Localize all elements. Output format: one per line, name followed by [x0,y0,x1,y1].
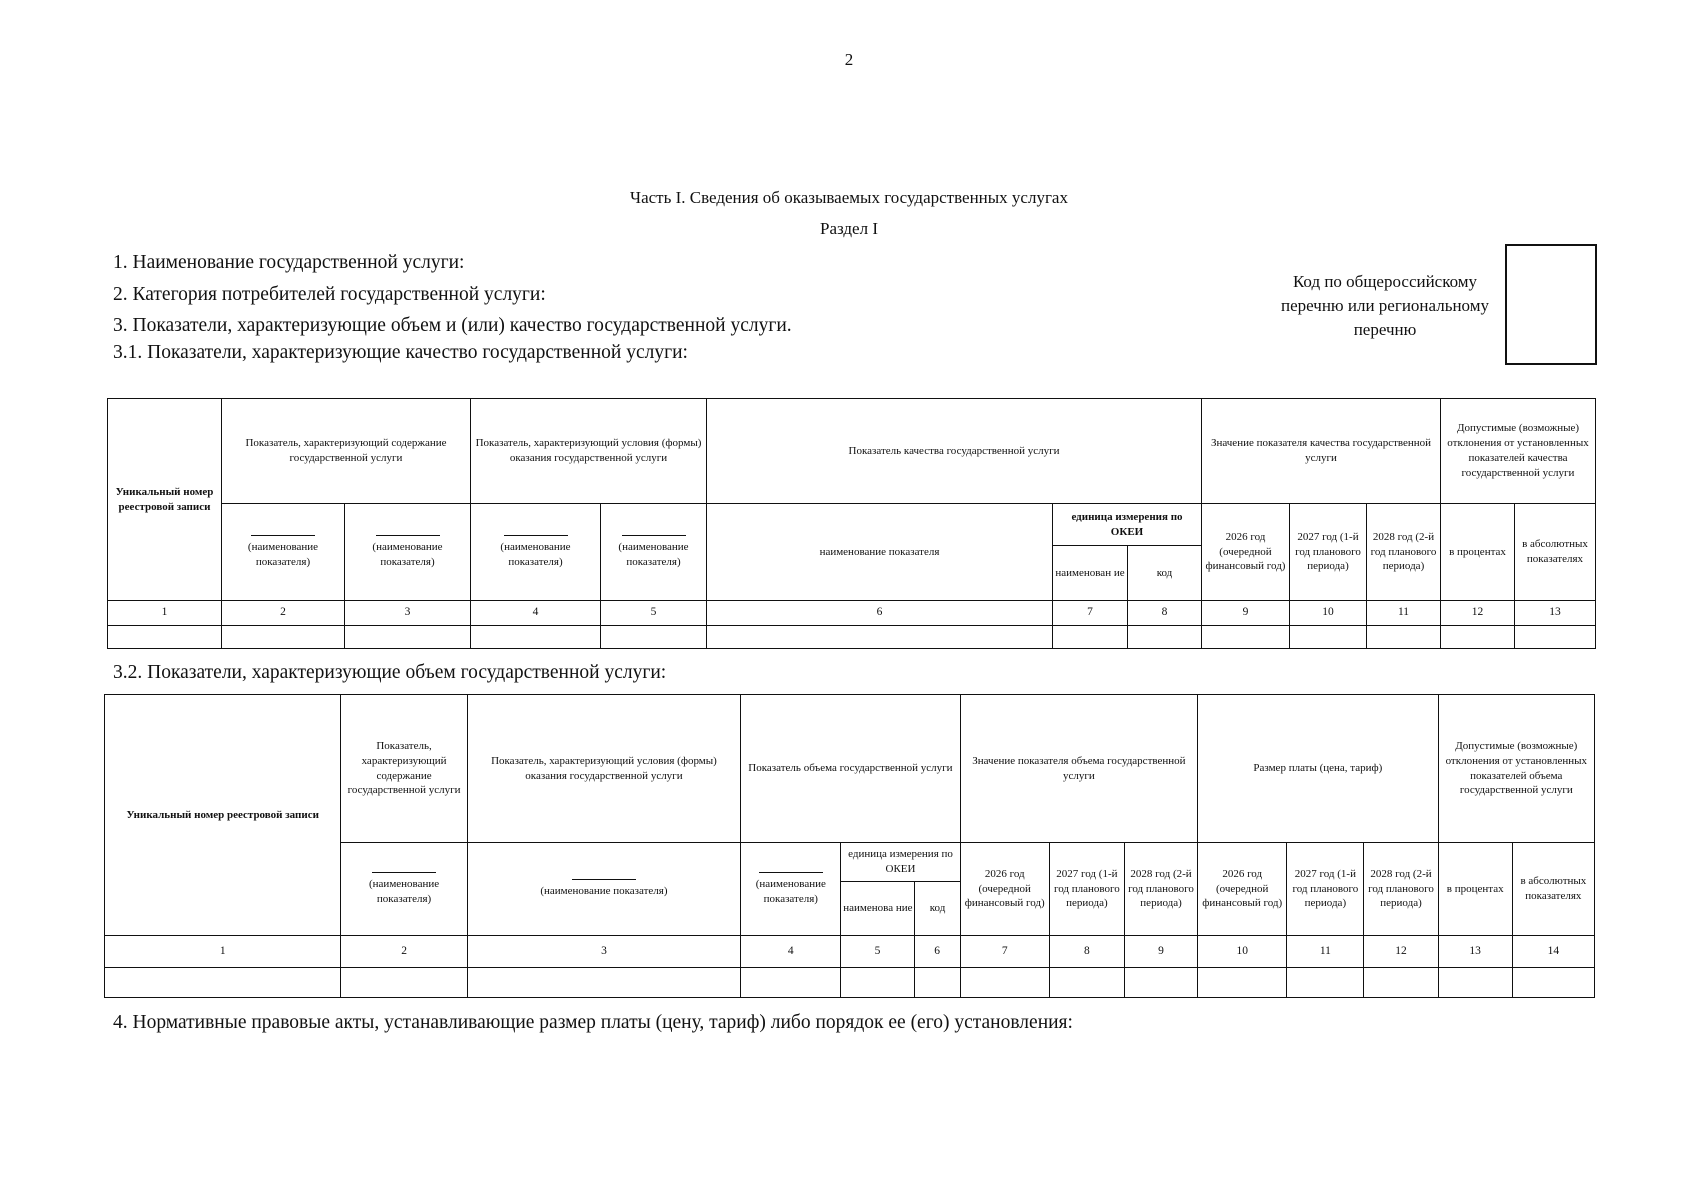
column-number: 8 [1128,601,1202,626]
indicator-name-label: (наименование показателя) [372,540,443,568]
volume-indicator-name [741,843,841,936]
page-number: 2 [844,50,854,69]
unit-code-header: код [929,902,946,915]
indicator-name-label: (наименование показателя) [247,540,319,568]
value-year-2027-header: 2027 год (1-й год планового периода) [1049,843,1124,936]
service-name-line: 1. Наименование государственной услуги: [113,252,465,273]
registry-code-label: Код по общероссийскому перечню или региональному перечню [1281,272,1489,339]
volume-value-header: Значение показателя объема государственной услуги [960,695,1197,843]
column-number: 4 [471,601,601,626]
column-number: 13 [1515,601,1596,626]
column-number: 1 [108,601,222,626]
column-numbers-row [108,601,1596,626]
section-title: Раздел I [820,219,878,238]
column-number: 5 [841,936,914,968]
deviation-header: Допустимые (возможные) отклонения от установленных показателей качества государственной услуги [1441,399,1596,504]
content-indicator-header: Показатель, характеризующий содержание государственной услуги [341,695,467,843]
column-number: 4 [741,936,841,968]
unit-cell [841,843,960,936]
quality-indicator-name-header: наименование показателя [707,504,1053,601]
value-year-2026-header: 2026 год (очередной финансовый год) [960,843,1049,936]
absolute-header: в абсолютных показателях [1512,843,1594,936]
normative-acts-line: 4. Нормативные правовые акты, устанавливающие размер платы (цену, тариф) либо порядок ее (его) установления: [113,1012,1073,1033]
deviation-header: Допустимые (возможные) отклонения от установленных показателей объема государственной услуги [1438,695,1594,843]
column-number: 3 [467,936,741,968]
conditions-indicator-header: Показатель, характеризующий условия (формы) оказания государственной услуги [471,399,707,504]
consumer-category-line: 2. Категория потребителей государственной услуги: [113,284,546,305]
volume-indicators-table [104,694,1595,998]
indicator-name-label: (наименование показателя) [540,885,668,898]
indicator-name-label: (наименование показателя) [618,540,689,568]
conditions-indicator-header: Показатель, характеризующий условия (формы) оказания государственной услуги [467,695,741,843]
column-number: 5 [601,601,707,626]
column-number: 9 [1202,601,1290,626]
unique-number-header: Уникальный номер реестровой записи [108,399,222,601]
conditions-indicator-name-1 [471,504,601,601]
column-number: 6 [707,601,1053,626]
indicator-name-label: (наименование показателя) [755,877,826,905]
indicator-name-label: (наименование показателя) [500,540,571,568]
year-2027-header: 2027 год (1-й год планового периода) [1290,504,1367,601]
column-number: 10 [1198,936,1287,968]
conditions-indicator-name [467,843,741,936]
content-indicator-name-1 [222,504,345,601]
column-number: 8 [1049,936,1124,968]
column-number: 7 [960,936,1049,968]
absolute-header: в абсолютных показателях [1515,504,1596,601]
volume-indicator-header: Показатель объема государственной услуги [741,695,960,843]
unit-name-header: наименован ие [1053,546,1128,601]
column-number: 12 [1441,601,1515,626]
content-indicator-header: Показатель, характеризующий содержание государственной услуги [222,399,471,504]
column-number: 9 [1124,936,1197,968]
column-number: 13 [1438,936,1512,968]
column-number: 7 [1053,601,1128,626]
content-indicator-name-2 [345,504,471,601]
empty-data-row [105,968,1595,998]
registry-code-box [1505,244,1597,365]
quality-indicator-header: Показатель качества государственной услуги [707,399,1202,504]
percent-header: в процентах [1438,843,1512,936]
content-indicator-name [341,843,467,936]
indicators-line: 3. Показатели, характеризующие объем и (или) качество государственной услуги. [113,315,792,336]
unit-name-header: наименова ние [841,882,915,935]
quality-value-header: Значение показателя качества государственной услуги [1202,399,1441,504]
quality-indicators-table [107,398,1596,649]
percent-header: в процентах [1441,504,1515,601]
fee-year-2027-header: 2027 год (1-й год планового периода) [1287,843,1364,936]
value-year-2028-header: 2028 год (2-й год планового периода) [1124,843,1197,936]
fee-year-2028-header: 2028 год (2-й год планового периода) [1364,843,1438,936]
quality-indicators-line: 3.1. Показатели, характеризующие качество государственной услуги: [113,342,688,363]
indicator-name-label: (наименование показателя) [369,877,440,905]
column-number: 2 [222,601,345,626]
empty-data-row [108,626,1596,649]
column-number: 2 [341,936,467,968]
unit-subheaders [841,882,959,935]
column-number: 6 [914,936,960,968]
column-number: 14 [1512,936,1594,968]
unique-number-header: Уникальный номер реестровой записи [105,695,341,936]
column-number: 11 [1287,936,1364,968]
year-2026-header: 2026 год (очередной финансовый год) [1202,504,1290,601]
column-numbers-row [105,936,1595,968]
column-number: 12 [1364,936,1438,968]
column-number: 1 [105,936,341,968]
column-number: 11 [1367,601,1441,626]
unit-header: единица измерения по ОКЕИ [1053,504,1202,546]
column-number: 10 [1290,601,1367,626]
unit-header: единица измерения по ОКЕИ [841,843,959,882]
volume-indicators-line: 3.2. Показатели, характеризующие объем государственной услуги: [113,662,667,683]
column-number: 3 [345,601,471,626]
conditions-indicator-name-2 [601,504,707,601]
unit-code-header: код [1128,546,1202,601]
fee-header: Размер платы (цена, тариф) [1198,695,1438,843]
fee-year-2026-header: 2026 год (очередной финансовый год) [1198,843,1287,936]
part-title: Часть I. Сведения об оказываемых государственных услугах [630,188,1068,207]
year-2028-header: 2028 год (2-й год планового периода) [1367,504,1441,601]
